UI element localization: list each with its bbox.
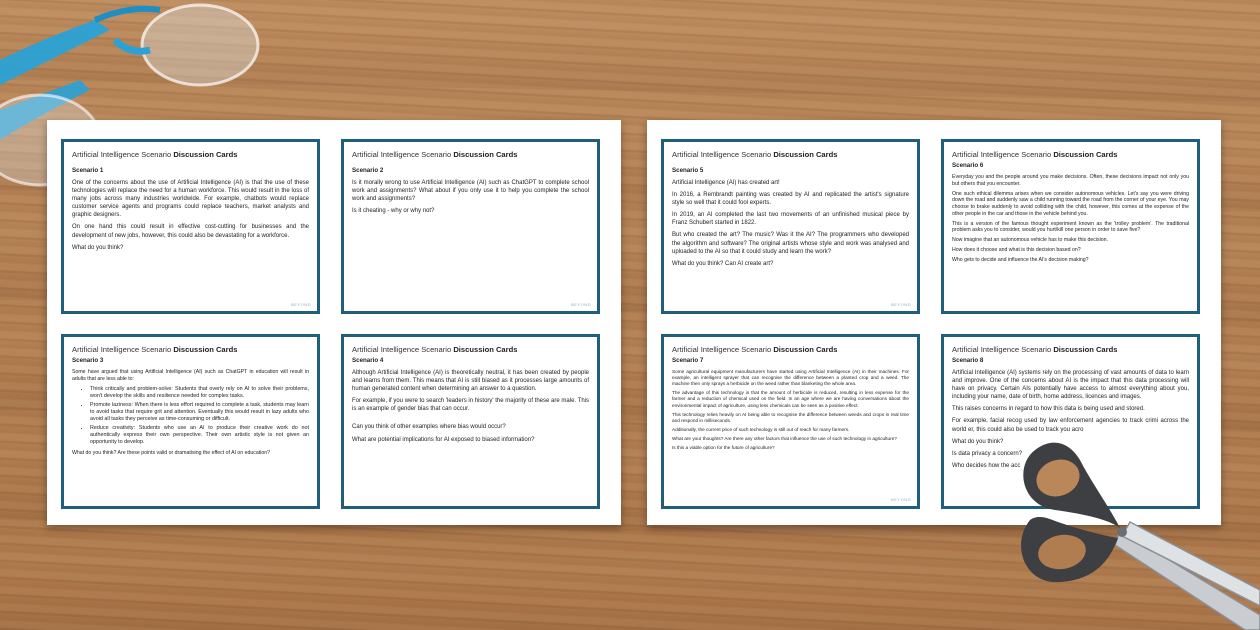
card-title: Artificial Intelligence Scenario Discussion Cards — [952, 150, 1118, 159]
card-paragraph: Artificial Intelligence (AI) systems rely on the processing of vast amounts of data to learn and improve. One of the concerns about AI is the impact that this data processing will have on privacy. Certain AIs potentially have access to almost everything about you, including your name, date of birth, home address, licences and images. — [952, 370, 1189, 401]
card-paragraph: In 2019, an AI completed the last two movements of an unfinished musical piece by Franz Schubert started in 1822. — [672, 212, 909, 227]
scenario-card-3 — [61, 334, 320, 509]
scissors-icon — [1010, 410, 1260, 630]
scenario-label: Scenario 2 — [352, 167, 384, 174]
card-title: Artificial Intelligence Scenario Discussion Cards — [352, 150, 518, 159]
bullet-list — [72, 386, 309, 446]
brand-mark: BEYOND — [571, 302, 591, 307]
scenario-label: Scenario 1 — [72, 167, 104, 174]
card-title: Artificial Intelligence Scenario Discussion Cards — [352, 345, 518, 354]
card-question: How does it choose and what is this decision based on? — [952, 246, 1081, 253]
scenario-label: Scenario 5 — [672, 167, 704, 174]
card-paragraph: Although Artificial Intelligence (AI) is theoretically neutral, it has been created by people and learns from them. This means that AI is still biased as it processes large amounts of human generated content when determining an answer to a question. — [352, 370, 589, 393]
card-question: What are your thoughts? Are there any other factors that influence the use of such technology in agriculture? — [672, 435, 897, 441]
card-question: Is it cheating - why or why not? — [352, 208, 435, 215]
bullet-item: • Think critically and problem-solve: Students that overly rely on AI to solve their problems, won't develop the skills and resilience needed for complex tasks. — [90, 386, 309, 400]
bullet-item: • Reduce creativity: Students who use an AI to produce their creative work do not authentically express their own perspective. Their own artistic style is not given an opportunity to develop. — [90, 425, 309, 446]
scenario-label: Scenario 6 — [952, 162, 984, 169]
card-title: Artificial Intelligence Scenario Discussion Cards — [672, 150, 838, 159]
card-paragraph: Everyday you and the people around you make decisions. Often, these decisions impact not only you but others that you encounter. — [952, 174, 1189, 187]
card-title: Artificial Intelligence Scenario Discussion Cards — [72, 150, 238, 159]
card-question: What do you think? Are these points valid or dramatising the effect of AI on education? — [72, 449, 271, 456]
card-question: What do you think? — [72, 244, 124, 251]
scenario-card-1 — [61, 139, 320, 314]
card-paragraph: For example, if you were to search 'leaders in history' the majority of these are male. This is an example of gender bias that can occur. — [352, 398, 589, 413]
scenario-label: Scenario 8 — [952, 357, 984, 364]
card-paragraph: One such ethical dilemma arises when we consider autonomous vehicles. Let's say you were driving down the road and suddenly saw a child running toward the road from the corner of your eye. You may choose to brake suddenly to avoid colliding with the child, however, this comes at the expense of the other people in the car and those in the vehicle behind you. — [952, 190, 1189, 217]
card-paragraph: This technology relies heavily on AI being able to recognise the difference between weeds and crops in real time and respond in milliseconds. — [672, 411, 909, 423]
scenario-card-2 — [341, 139, 600, 314]
card-paragraph: Now imagine that an autonomous vehicle has to make this decision. — [952, 237, 1108, 243]
scenario-card-4 — [341, 334, 600, 509]
card-question: Who gets to decide and influence the AI's decision making? — [952, 256, 1089, 263]
scenario-card-5 — [661, 139, 920, 314]
card-paragraph: This raises concerns in regard to how this data is being used and stored. — [952, 406, 1145, 413]
card-paragraph: This is a version of the famous thought experiment known as the 'trolley problem'. The traditional problem asks you to consider, would you hurt/kill one person in order to save five? — [952, 220, 1189, 234]
card-question: Is data privacy a concern? — [952, 450, 1023, 457]
card-paragraph: In 2016, a Rembrandt painting was created by AI and replicated the artist's signature style so well that it could fool experts. — [672, 192, 909, 207]
card-title: Artificial Intelligence Scenario Discussion Cards — [672, 345, 838, 354]
scenario-label: Scenario 4 — [352, 357, 384, 364]
card-paragraph: On one hand this could result in effective cost-cutting for businesses and the development of new jobs, however, this could also be devastating for a workforce. — [72, 224, 309, 239]
card-paragraph: But who created the art? The music? Was it the AI? The programmers who developed the algorithm and software? The original artists whose style and work was analysed and uploaded to the AI so that it could study and learn the work? — [672, 232, 909, 255]
card-paragraph: Is it morally wrong to use Artificial Intelligence (AI) such as ChatGPT to complete school work and assignments? What about if you only use it to help you complete the school work and assignments? — [352, 180, 589, 203]
card-paragraph: One of the concerns about the use of Artificial Intelligence (AI) is that the use of these technologies will replace the need for a human workforce. This would result in the loss of many jobs across many industries worldwide. For example, chatbots would replace customer service agents and programs could replace teachers, market analysts and graphic designers. — [72, 180, 309, 219]
card-paragraph: Some have argued that using Artificial Intelligence (AI) such as ChatGPT in education will result in adults that are less able to: — [72, 369, 309, 382]
card-question: What do you think? Can AI create art? — [672, 260, 774, 267]
card-question: What are potential implications for AI exposed to biased information? — [352, 436, 535, 443]
card-paragraph: Some agricultural equipment manufacturers have started using Artificial Intelligence (AI) in their machines. For example, an intelligent sprayer that can recognise the difference between a planted crop and a weed. The machine then only sprays a herbicide on the weed rather than blanketing the whole area. — [672, 369, 909, 387]
card-paragraph: Additionally, the current price of such technology is still out of reach for many farmers. — [672, 426, 850, 432]
brand-mark: BEYOND — [291, 302, 311, 307]
card-paragraph: The advantage of this technology is that the amount of herbicide is reduced, resulting in less expense for the farmer and a reduction of chemical used on the field. In an age where we are having conversations about the environmental impact of agriculture, using less chemicals can be seen as a positive effect. — [672, 390, 909, 408]
scenario-label: Scenario 7 — [672, 357, 704, 364]
brand-mark: BEYOND — [891, 497, 911, 502]
card-question: What do you think? — [952, 438, 1004, 445]
scenario-card-7 — [661, 334, 920, 509]
card-question: Is this a viable option for the future of agriculture? — [672, 445, 775, 451]
card-paragraph: For example, facial recog used by law enforcement agencies to track crimi across the world er, this could also be used to track you acro — [952, 418, 1189, 433]
scenario-card-6 — [941, 139, 1200, 314]
scenario-label: Scenario 3 — [72, 357, 104, 364]
card-sheet-left — [47, 120, 621, 525]
card-title: Artificial Intelligence Scenario Discussion Cards — [72, 345, 238, 354]
card-question: Who decides how the acc — [952, 462, 1021, 469]
card-question: Can you think of other examples where bias would occur? — [352, 424, 506, 431]
brand-mark: BEYOND — [891, 302, 911, 307]
bullet-item: • Promote laziness: When there is less effort required to complete a task, students may learn to avoid tasks that require grit and attention. Eventually this would result in lazy adults who avoid all tasks they perceive as time-consuming or difficult. — [90, 402, 309, 423]
card-paragraph: Artificial Intelligence (AI) has created art! — [672, 180, 780, 186]
card-title: Artificial Intelligence Scenario Discussion Cards — [952, 345, 1118, 354]
